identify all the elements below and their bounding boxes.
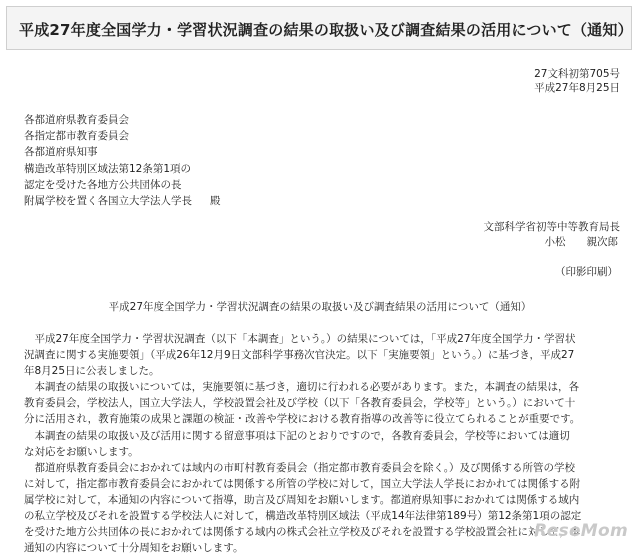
watermark-logo: ReseMom [534, 521, 628, 541]
body-line: 教育委員会，学校法人，国立大学法人，学校設置会社及び学校（以下「各教育委員会，学校等」という。）において十 [24, 397, 576, 410]
stamp-note: （印影印刷） [555, 266, 618, 278]
body-line: な対応をお願いします。 [24, 445, 139, 458]
body-line: 分に活用され，教育施策の成果と課題の検証・改善や学校における教育指導の改善等に役立てられることが重要です。 [24, 413, 581, 426]
body-line: 通知の内容について十分周知をお願いします。 [24, 542, 244, 555]
addressee-line: 各都道府県教育委員会 [24, 114, 129, 126]
body-line: 属学校に対して，本通知の内容について指導，助言及び周知をお願いします。都道府県知事におかれては関係する域内 [24, 493, 580, 506]
addressee-block [24, 112, 221, 209]
body-line: 本調査の結果の取扱いについては，実施要領に基づき，適切に行われる必要があります。また，本調査の結果は，各 [24, 381, 580, 394]
sender-office: 文部科学省初等中等教育局長 [483, 221, 620, 233]
document-title: 平成27年度全国学力・学習状況調査の結果の取扱い及び調査結果の活用について（通知） [19, 21, 633, 39]
body-line: の私立学校及びそれを設置する学校法人に対して，構造改革特別区域法（平成14年法律第189号）第12条第1項の認定 [24, 510, 582, 523]
addressee-line: 各指定都市教育委員会 [24, 130, 129, 143]
subject-line: 平成27年度全国学力・学習状況調査の結果の取扱い及び調査結果の活用について（通知） [108, 301, 532, 313]
body-line: に対して，指定都市教育委員会におかれては関係する所管の学校に対して，国立大学法人学長におかれては関係する附 [24, 477, 581, 490]
addressee-line-last [24, 193, 221, 209]
body-line: 平成27年度全国学力・学習状況調査（以下「本調査」という。）の結果については，「平成27年度全国学力・学習状 [24, 333, 576, 345]
body-line: を受けた地方公共団体の長におかれては関係する域内の株式会社立学校及びそれを設置する学校設置会社に対して，本 [24, 526, 581, 539]
body-line: 本調査の結果の取扱い及び活用に関する留意事項は下記のとおりですので，各教育委員会，学校等においては適切 [24, 429, 570, 442]
document-date: 平成27年8月25日 [534, 82, 620, 94]
body-line: 況調査に関する実施要領」（平成26年12月9日文部科学事務次官決定。以下「実施要領」という。）に基づき，平成27 [24, 349, 575, 362]
body-text [24, 331, 620, 555]
addressee-text: 附属学校を置く各国立大学法人学長 [24, 195, 192, 208]
body-line: 都道府県教育委員会におかれては域内の市町村教育委員会（指定都市教育委員会を除く。）及び関係する所管の学校 [24, 461, 576, 474]
addressee-line: 認定を受けた各地方公共団体の長 [24, 178, 182, 191]
body-line: 年8月25日に公表しました。 [24, 365, 160, 378]
sender-name: 小松 親次郎 [544, 236, 618, 248]
honorific: 殿 [210, 195, 221, 208]
title-bar [6, 6, 632, 50]
document-number: 27文科初第705号 [534, 68, 620, 80]
addressee-line: 各都道府県知事 [24, 146, 98, 159]
addressee-line: 構造改革特別区域法第12条第1項の [24, 162, 192, 175]
